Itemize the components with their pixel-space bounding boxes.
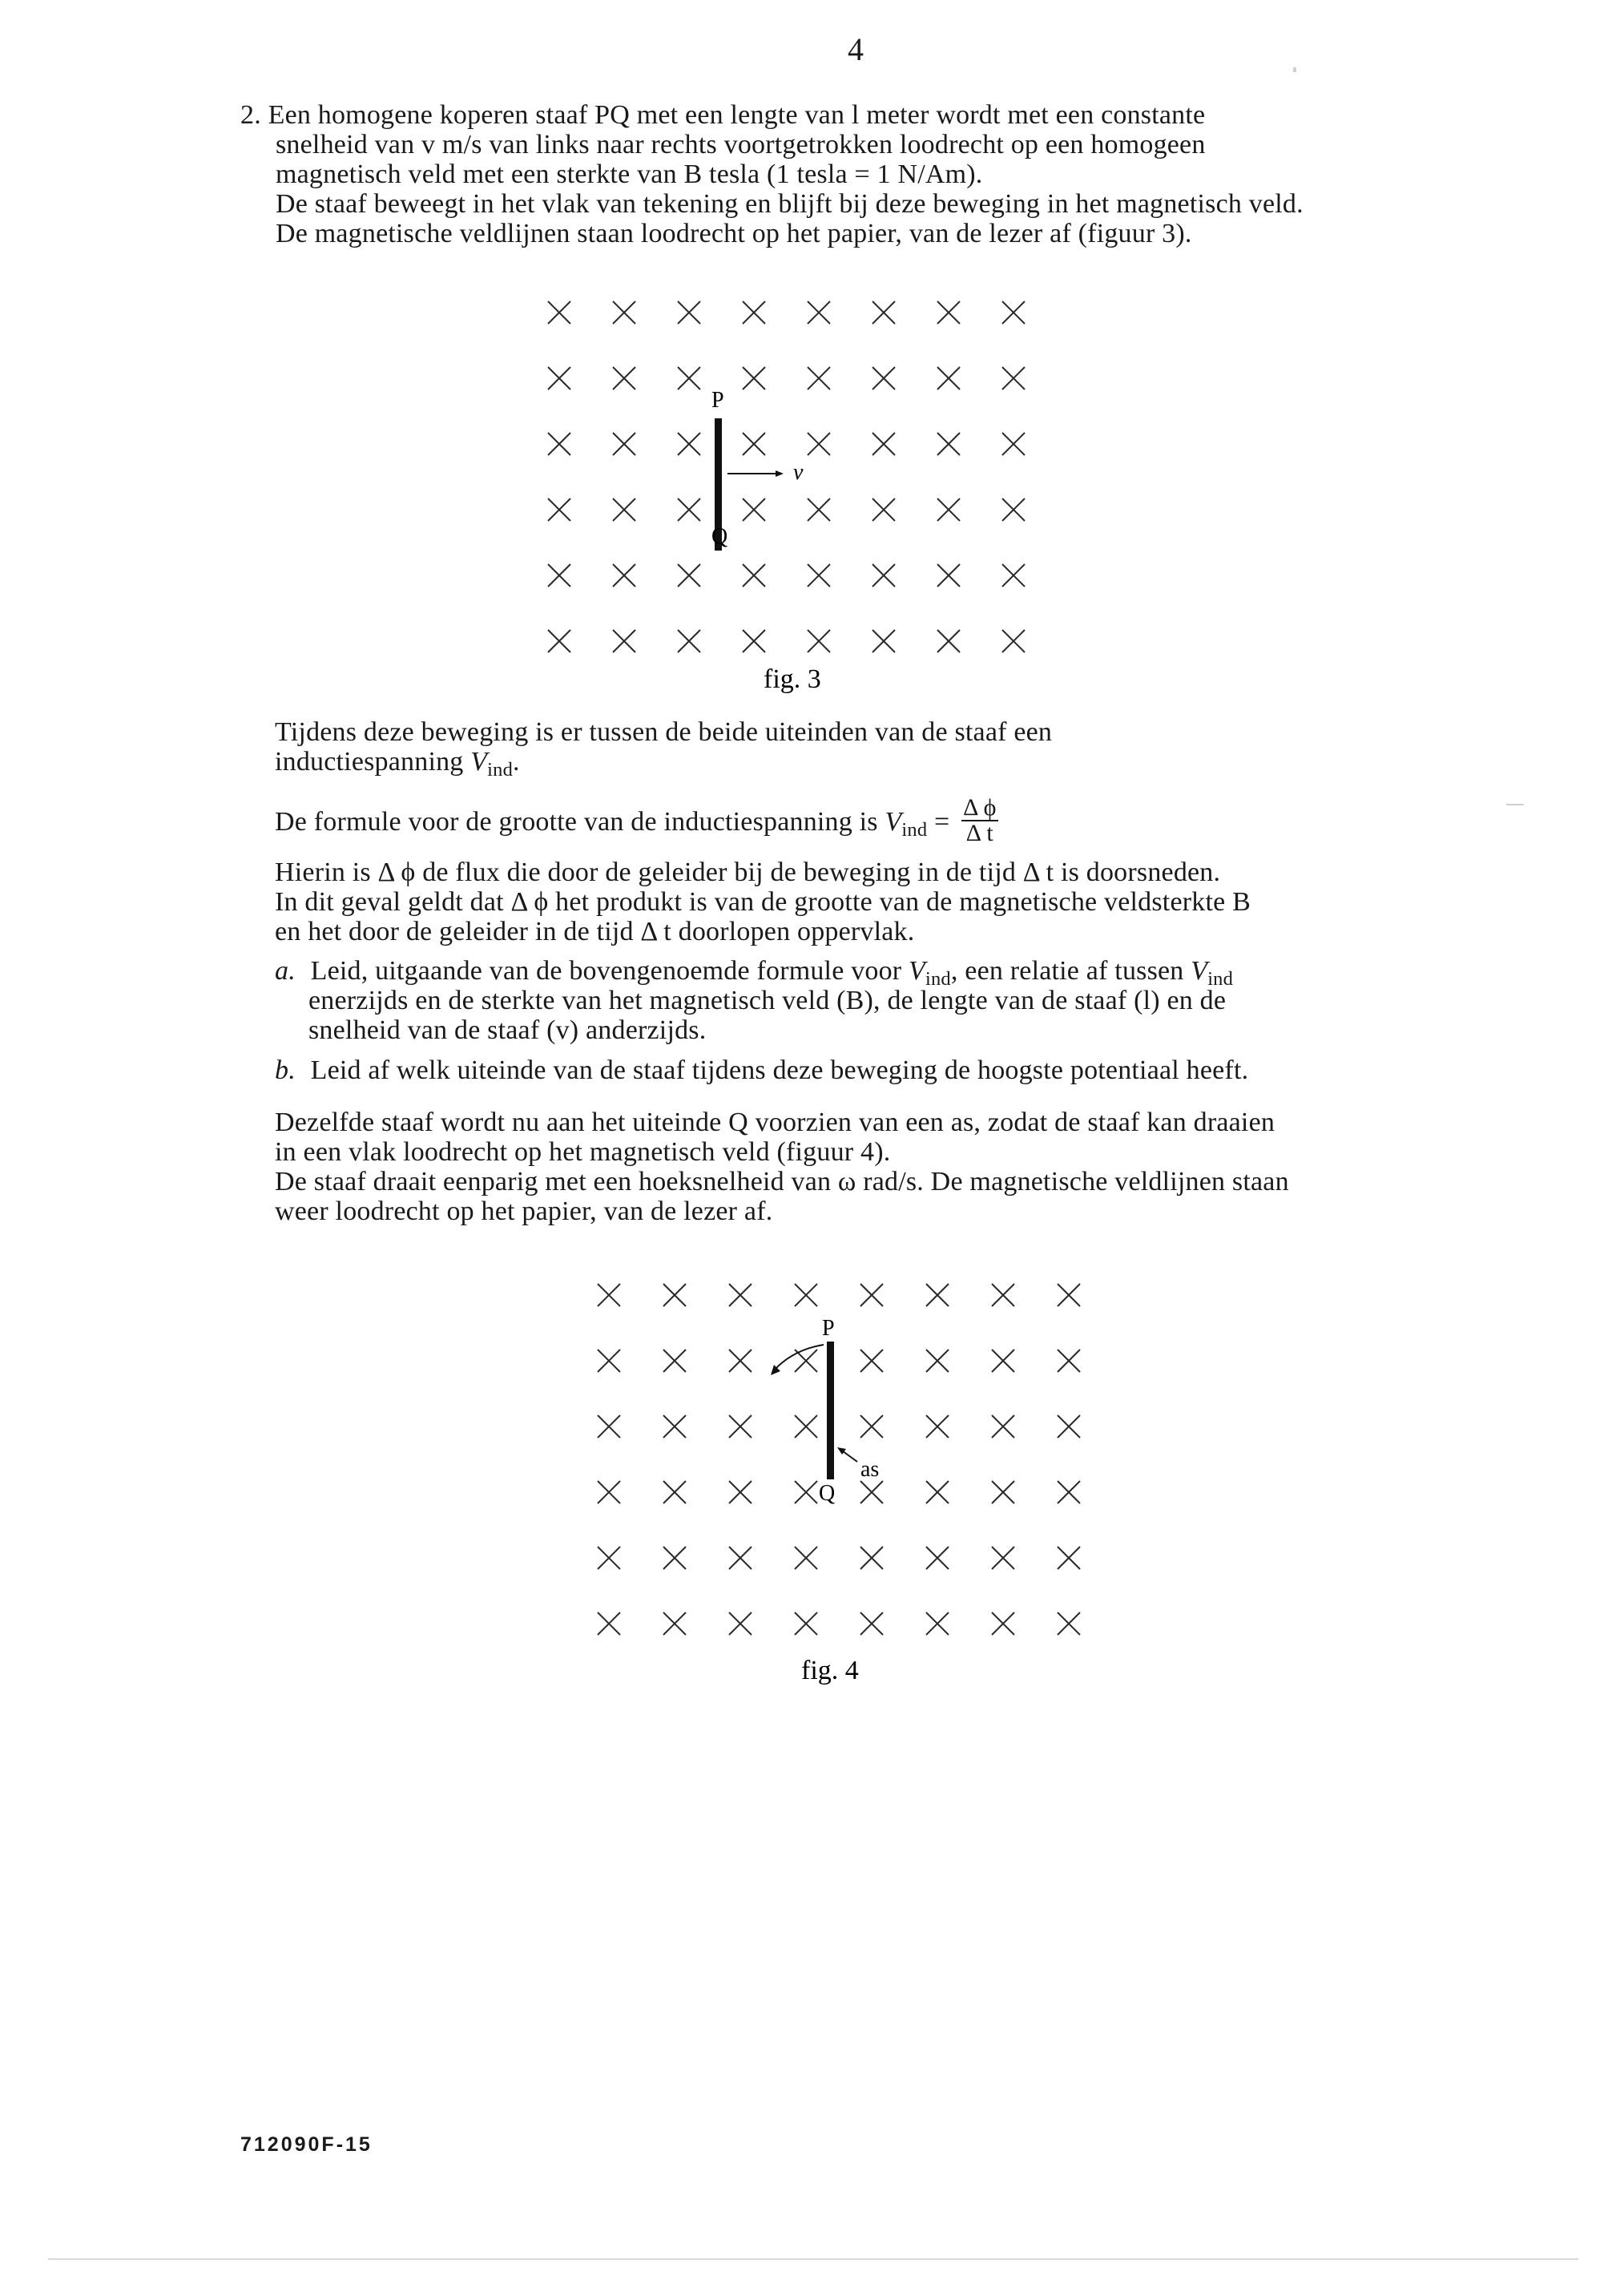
field-cross [743, 367, 765, 389]
figure-3-caption: fig. 3 [764, 664, 821, 694]
field-cross [663, 1415, 686, 1438]
field-cross [598, 1547, 620, 1569]
intro-line-2: snelheid van v m/s van links naar rechts voortgetrokken loodrecht op een homogeen [276, 130, 1206, 159]
field-cross [937, 564, 960, 587]
field-cross [1058, 1481, 1080, 1503]
field-cross [613, 433, 635, 455]
field-cross [598, 1481, 620, 1503]
field-cross [729, 1350, 752, 1372]
label-q: Q [711, 524, 728, 549]
field-cross [808, 564, 830, 587]
field-cross [663, 1612, 686, 1635]
field-cross [613, 301, 635, 324]
label-p: P [711, 388, 724, 413]
field-cross [937, 301, 960, 324]
field-cross [872, 564, 895, 587]
field-cross [1002, 367, 1025, 389]
field-cross [729, 1612, 752, 1635]
label-v: v [793, 460, 804, 485]
fraction-numerator: Δ ϕ [963, 794, 997, 821]
field-cross [729, 1481, 752, 1503]
field-cross [860, 1284, 883, 1306]
field-cross [1002, 630, 1025, 652]
field-cross [663, 1284, 686, 1306]
field-cross [808, 301, 830, 324]
field-cross [808, 498, 830, 521]
rotation-arc [774, 1345, 824, 1370]
field-cross [743, 630, 765, 652]
field-cross [926, 1350, 949, 1372]
field-cross [1058, 1415, 1080, 1438]
intro-line-4: De staaf beweegt in het vlak van tekening en blijft bij deze beweging in het magnetisch veld. [276, 189, 1304, 219]
rotation-line-2: in een vlak loodrecht op het magnetisch veld (figuur 4). [275, 1137, 891, 1167]
field-cross [992, 1481, 1014, 1503]
figure-4 [569, 1266, 1082, 1715]
field-cross [1058, 1547, 1080, 1569]
formula-prefix: De formule voor de grootte van de inductiespanning is [275, 806, 878, 837]
scan-mark [1293, 67, 1296, 72]
field-cross [872, 630, 895, 652]
intro-line-5: De magnetische veldlijnen staan loodrecht op het papier, van de lezer af (figuur 3). [276, 219, 1192, 248]
field-cross [548, 498, 570, 521]
field-cross [678, 498, 700, 521]
field-cross [808, 367, 830, 389]
question-number: 2. [240, 100, 261, 130]
part-b-letter: b. [275, 1055, 296, 1085]
field-cross [613, 564, 635, 587]
scan-mark [1506, 804, 1524, 805]
indit-line-2: en het door de geleider in de tijd Δ t doorlopen oppervlak. [275, 917, 915, 946]
formula-fraction [961, 796, 998, 845]
magnetic-field-crosses-fig4 [598, 1284, 1080, 1635]
field-cross [860, 1547, 883, 1569]
field-cross [1058, 1612, 1080, 1635]
magnetic-field-crosses [548, 301, 1025, 652]
field-cross [598, 1415, 620, 1438]
part-a-line-3: snelheid van de staaf (v) anderzijds. [308, 1015, 707, 1045]
field-cross [613, 630, 635, 652]
fig4-label-q: Q [819, 1481, 836, 1506]
field-cross [795, 1612, 817, 1635]
field-cross [598, 1284, 620, 1306]
indit-line-1: In dit geval geldt dat Δ ϕ het produkt is van de grootte van de magnetische veldsterkte B [275, 887, 1251, 917]
field-cross [729, 1547, 752, 1569]
part-a-line-2: enerzijds en de sterkte van het magnetisch veld (B), de lengte van de staaf (l) en de [308, 986, 1227, 1015]
field-cross [808, 433, 830, 455]
fig4-label-as: as [860, 1457, 880, 1482]
field-cross [1002, 498, 1025, 521]
field-cross [926, 1415, 949, 1438]
part-a-letter: a. [275, 956, 296, 986]
field-cross [937, 433, 960, 455]
field-cross [663, 1350, 686, 1372]
fig4-label-p: P [822, 1316, 835, 1341]
field-cross [613, 498, 635, 521]
formula-line: De formule voor de grootte van de inductiespanning is $V_{ind}$ = $\frac{\text{Δ ϕ}}{\text{Δ t}}$ [275, 794, 997, 846]
rotation-line-3: De staaf draait eenparig met een hoeksnelheid van ω rad/s. De magnetische veldlijnen staan [275, 1167, 1289, 1196]
field-cross [729, 1415, 752, 1438]
field-cross [860, 1350, 883, 1372]
field-cross [548, 564, 570, 587]
field-cross [795, 1481, 817, 1503]
field-cross [548, 367, 570, 389]
field-cross [795, 1415, 817, 1438]
intro-line-1: Een homogene koperen staaf PQ met een lengte van l meter wordt met een constante [268, 100, 1206, 130]
field-cross [926, 1481, 949, 1503]
field-cross [860, 1612, 883, 1635]
vind-symbol-formula: $V_{ind}$ [885, 806, 928, 841]
field-cross [872, 498, 895, 521]
field-cross [729, 1284, 752, 1306]
field-cross [992, 1415, 1014, 1438]
field-cross [743, 498, 765, 521]
field-cross [937, 367, 960, 389]
field-cross [678, 564, 700, 587]
field-cross [926, 1284, 949, 1306]
field-cross [663, 1547, 686, 1569]
field-cross [548, 630, 570, 652]
field-cross [613, 367, 635, 389]
bottom-rule [48, 2258, 1578, 2260]
field-cross [795, 1547, 817, 1569]
field-cross [743, 433, 765, 455]
field-cross [937, 498, 960, 521]
rotation-line-1: Dezelfde staaf wordt nu aan het uiteinde Q voorzien van een as, zodat de staaf kan draaien [275, 1108, 1275, 1137]
induction-line-1: Tijdens deze beweging is er tussen de beide uiteinden van de staaf een [275, 717, 1053, 747]
field-cross [808, 630, 830, 652]
field-cross [860, 1415, 883, 1438]
field-cross [992, 1284, 1014, 1306]
field-cross [678, 301, 700, 324]
field-cross [743, 564, 765, 587]
field-cross [1058, 1350, 1080, 1372]
field-cross [992, 1612, 1014, 1635]
induction-line-2: inductiespanning [275, 747, 464, 777]
hierin-line: Hierin is Δ ϕ de flux die door de geleider bij de beweging in de tijd Δ t is doorsneden. [275, 857, 1221, 887]
field-cross [1002, 301, 1025, 324]
rotating-rod-pq [827, 1342, 834, 1479]
field-cross [1002, 433, 1025, 455]
velocity-arrowhead [776, 470, 784, 477]
field-cross [860, 1481, 883, 1503]
footer-code: 712090F-15 [240, 2133, 373, 2156]
field-cross [872, 367, 895, 389]
field-cross [678, 630, 700, 652]
field-cross [992, 1547, 1014, 1569]
field-cross [678, 433, 700, 455]
field-cross [795, 1284, 817, 1306]
intro-line-3: magnetisch veld met een sterkte van B tesla (1 tesla = 1 N/Am). [276, 159, 983, 189]
field-cross [872, 433, 895, 455]
field-cross [743, 301, 765, 324]
rotation-line-4: weer loodrecht op het papier, van de lezer af. [275, 1196, 773, 1226]
field-cross [678, 367, 700, 389]
vind-symbol: $V_{ind}$ [470, 747, 514, 781]
field-cross [598, 1612, 620, 1635]
field-cross [548, 301, 570, 324]
field-cross [937, 630, 960, 652]
fraction-denominator: Δ t [965, 820, 993, 846]
page-number: 4 [848, 31, 864, 67]
part-b [275, 1055, 1248, 1085]
field-cross [1058, 1284, 1080, 1306]
part-a: a. Leid, uitgaande van de bovengenoemde formule voor $V_{ind}$, een relatie af tussen $V_{ind}$ [275, 956, 1234, 990]
field-cross [598, 1350, 620, 1372]
field-cross [1002, 564, 1025, 587]
figure-3 [529, 289, 1042, 697]
part-b-text: Leid af welk uiteinde van de staaf tijdens deze beweging de hoogste potentiaal heeft. [310, 1055, 1249, 1085]
field-cross [548, 433, 570, 455]
field-cross [926, 1612, 949, 1635]
figure-4-caption: fig. 4 [801, 1656, 859, 1685]
field-cross [663, 1481, 686, 1503]
part-a-line-1: Leid, uitgaande van de bovengenoemde formule voor [310, 956, 902, 986]
field-cross [992, 1350, 1014, 1372]
field-cross [926, 1547, 949, 1569]
field-cross [872, 301, 895, 324]
